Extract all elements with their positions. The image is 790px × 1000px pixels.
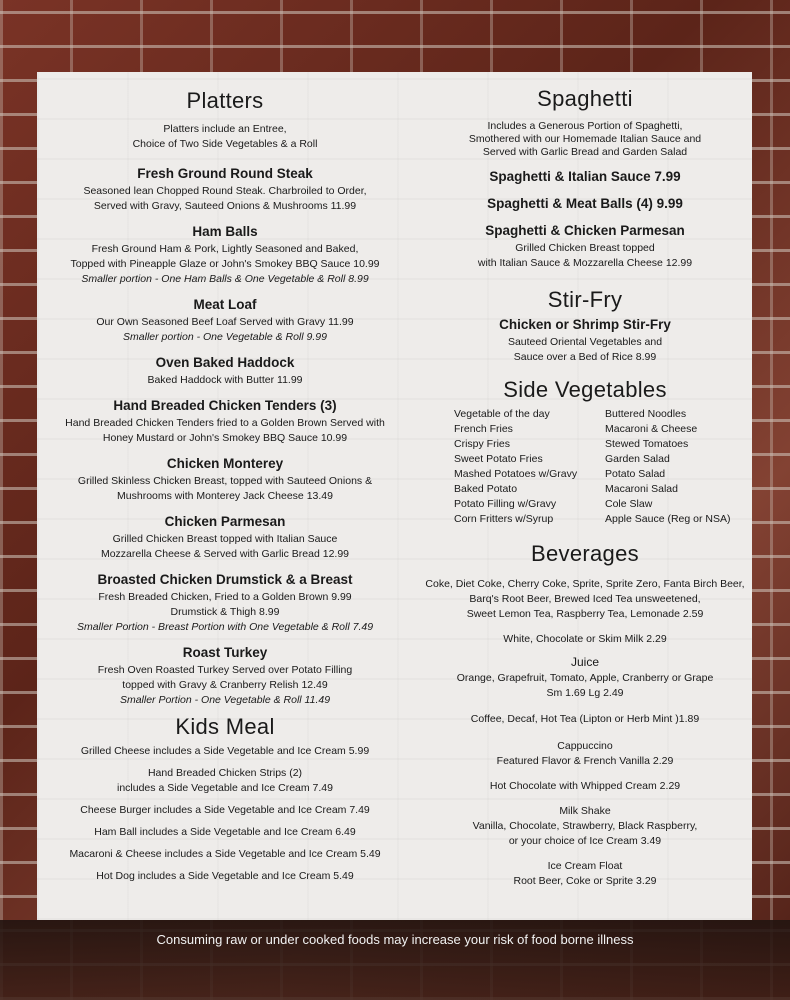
list-item: Mashed Potatoes w/Gravy [454,468,578,480]
item-note: Smaller Portion - Breast Portion with One Vegetable & Roll 7.49 [76,621,374,633]
kids-item: Macaroni & Cheese includes a Side Vegetable and Ice Cream 5.49 [69,848,381,860]
beverages-juice: Orange, Grapefruit, Tomato, Apple, Cranberry or Grape Sm 1.69 Lg 2.49 [456,672,714,699]
item-name: Meat Loaf [193,297,257,312]
side-vegetables-list [454,407,745,527]
juice-heading: Juice [570,655,599,669]
kids-item: Cheese Burger includes a Side Vegetable and Ice Cream 7.49 [80,804,370,816]
item-name: Roast Turkey [182,645,268,660]
platters-intro: Platters include an Entree, Choice of Two Side Vegetables & a Roll [132,123,318,150]
menu-item-meat-loaf [45,297,405,345]
ice-cream-float-heading: Ice Cream Float [547,860,623,872]
list-item: Potato Filling w/Gravy [454,498,557,510]
stir-fry-desc: Sauteed Oriental Vegetables and Sauce over a Bed of Rice 8.99 [507,336,663,363]
list-item: Vegetable of the day [454,408,550,420]
kids-item: Hot Dog includes a Side Vegetable and Ice Cream 5.49 [96,870,354,882]
menu-item-roast-turkey [45,645,405,708]
side-vegetables-col2 [605,407,730,527]
menu-item-chicken-monterey [45,456,405,504]
list-item: Apple Sauce (Reg or NSA) [605,513,731,525]
menu-item-haddock [45,355,405,388]
stir-fry-item: Chicken or Shrimp Stir-Fry [499,317,671,332]
item-desc: Baked Haddock with Butter 11.99 [147,374,303,386]
item-desc: Fresh Oven Roasted Turkey Served over Potato Filling topped with Gravy & Cranberry Relish 12.49 [97,664,353,691]
item-note: Smaller Portion - One Vegetable & Roll 11.49 [119,694,331,706]
item-name: Chicken Monterey [166,456,284,471]
kids-item: Grilled Cheese includes a Side Vegetable and Ice Cream 5.99 [80,745,370,757]
kids-item: Ham Ball includes a Side Vegetable and Ice Cream 6.49 [94,826,356,838]
item-name: Oven Baked Haddock [155,355,295,370]
list-item: Crispy Fries [454,438,511,450]
item-desc: Fresh Ground Ham & Pork, Lightly Seasoned and Baked, Topped with Pineapple Glaze or John's Smokey BBQ Sauce 10.99 [70,243,380,270]
kids-item: Hand Breaded Chicken Strips (2) includes a Side Vegetable and Ice Cream 7.49 [117,767,333,794]
spaghetti-italian-sauce: Spaghetti & Italian Sauce 7.99 [489,169,681,184]
menu-item-broasted-chicken [45,572,405,635]
food-safety-disclaimer: Consuming raw or under cooked foods may increase your risk of food borne illness [156,932,634,947]
beverages-ice-cream-float: Root Beer, Coke or Sprite 3.29 [513,875,657,887]
list-item: Stewed Tomatoes [605,438,689,450]
item-desc: Seasoned lean Chopped Round Steak. Charbroiled to Order, Served with Gravy, Sauteed Onions & Mushrooms 11.99 [83,185,367,212]
item-name: Hand Breaded Chicken Tenders (3) [113,398,337,413]
beverages-hot-chocolate: Hot Chocolate with Whipped Cream 2.29 [489,780,681,792]
list-item: Corn Fritters w/Syrup [454,513,554,525]
item-desc: Our Own Seasoned Beef Loaf Served with Gravy 11.99 [96,316,354,328]
left-column [45,88,405,891]
spaghetti-heading: Spaghetti [537,86,633,111]
item-name: Ham Balls [192,224,258,239]
kids-meal-heading: Kids Meal [175,714,275,739]
menu-item-ham-balls [45,224,405,287]
cappuccino-heading: Cappuccino [557,740,613,752]
list-item: Potato Salad [605,468,666,480]
milk-shake-heading: Milk Shake [559,805,611,817]
list-item: Macaroni Salad [605,483,678,495]
beverages-coffee: Coffee, Decaf, Hot Tea (Lipton or Herb Mint )1.89 [470,713,700,725]
item-name: Chicken Parmesan [164,514,286,529]
beverages-sodas: Coke, Diet Coke, Cherry Coke, Sprite, Sprite Zero, Fanta Birch Beer, Barq's Root Beer, Brewed Iced Tea unsweetened, Sweet Lemon Tea, Raspberry Tea, Lemonade 2.59 [425,578,745,620]
beverages-heading: Beverages [531,541,639,566]
item-note: Smaller portion - One Vegetable & Roll 9.99 [123,331,327,343]
list-item: Macaroni & Cheese [605,423,698,435]
stir-fry-heading: Stir-Fry [547,287,623,312]
list-item: Baked Potato [454,483,518,495]
item-desc: Grilled Skinless Chicken Breast, topped with Sauteed Onions & Mushrooms with Monterey Jack Cheese 13.49 [77,475,373,502]
side-vegetables-col1 [454,407,605,527]
platters-heading: Platters [186,88,264,113]
beverages-milk: White, Chocolate or Skim Milk 2.29 [503,633,667,645]
spaghetti-chicken-parmesan: Spaghetti & Chicken Parmesan [485,223,685,238]
spaghetti-chicken-parmesan-desc: Grilled Chicken Breast topped with Italian Sauce & Mozzarella Cheese 12.99 [477,242,693,269]
item-desc: Grilled Chicken Breast topped with Italian Sauce Mozzarella Cheese & Served with Garlic Bread 12.99 [100,533,350,560]
item-note: Smaller portion - One Ham Balls & One Vegetable & Roll 8.99 [81,273,369,285]
list-item: Sweet Potato Fries [454,453,543,465]
menu-item-ground-round-steak [45,166,405,214]
right-column [425,86,745,889]
item-desc: Hand Breaded Chicken Tenders fried to a Golden Brown Served with Honey Mustard or John's Smokey BBQ Sauce 10.99 [65,417,385,444]
list-item: French Fries [454,423,513,435]
list-item: Buttered Noodles [605,408,687,420]
item-name: Fresh Ground Round Steak [137,166,313,181]
side-vegetables-heading: Side Vegetables [503,377,667,402]
list-item: Garden Salad [605,453,670,465]
beverages-cappuccino: Featured Flavor & French Vanilla 2.29 [496,755,674,767]
spaghetti-meat-balls: Spaghetti & Meat Balls (4) 9.99 [487,196,683,211]
item-desc: Fresh Breaded Chicken, Fried to a Golden Brown 9.99 Drumstick & Thigh 8.99 [98,591,352,618]
menu-item-chicken-tenders [45,398,405,446]
spaghetti-intro: Includes a Generous Portion of Spaghetti, Smothered with our Homemade Italian Sauce and Served with Garlic Bread and Garden Salad [468,120,702,158]
menu-item-chicken-parmesan [45,514,405,562]
beverages-milk-shake: Vanilla, Chocolate, Strawberry, Black Raspberry, or your choice of Ice Cream 3.49 [472,820,698,847]
item-name: Broasted Chicken Drumstick & a Breast [97,572,353,587]
list-item: Cole Slaw [605,498,653,510]
